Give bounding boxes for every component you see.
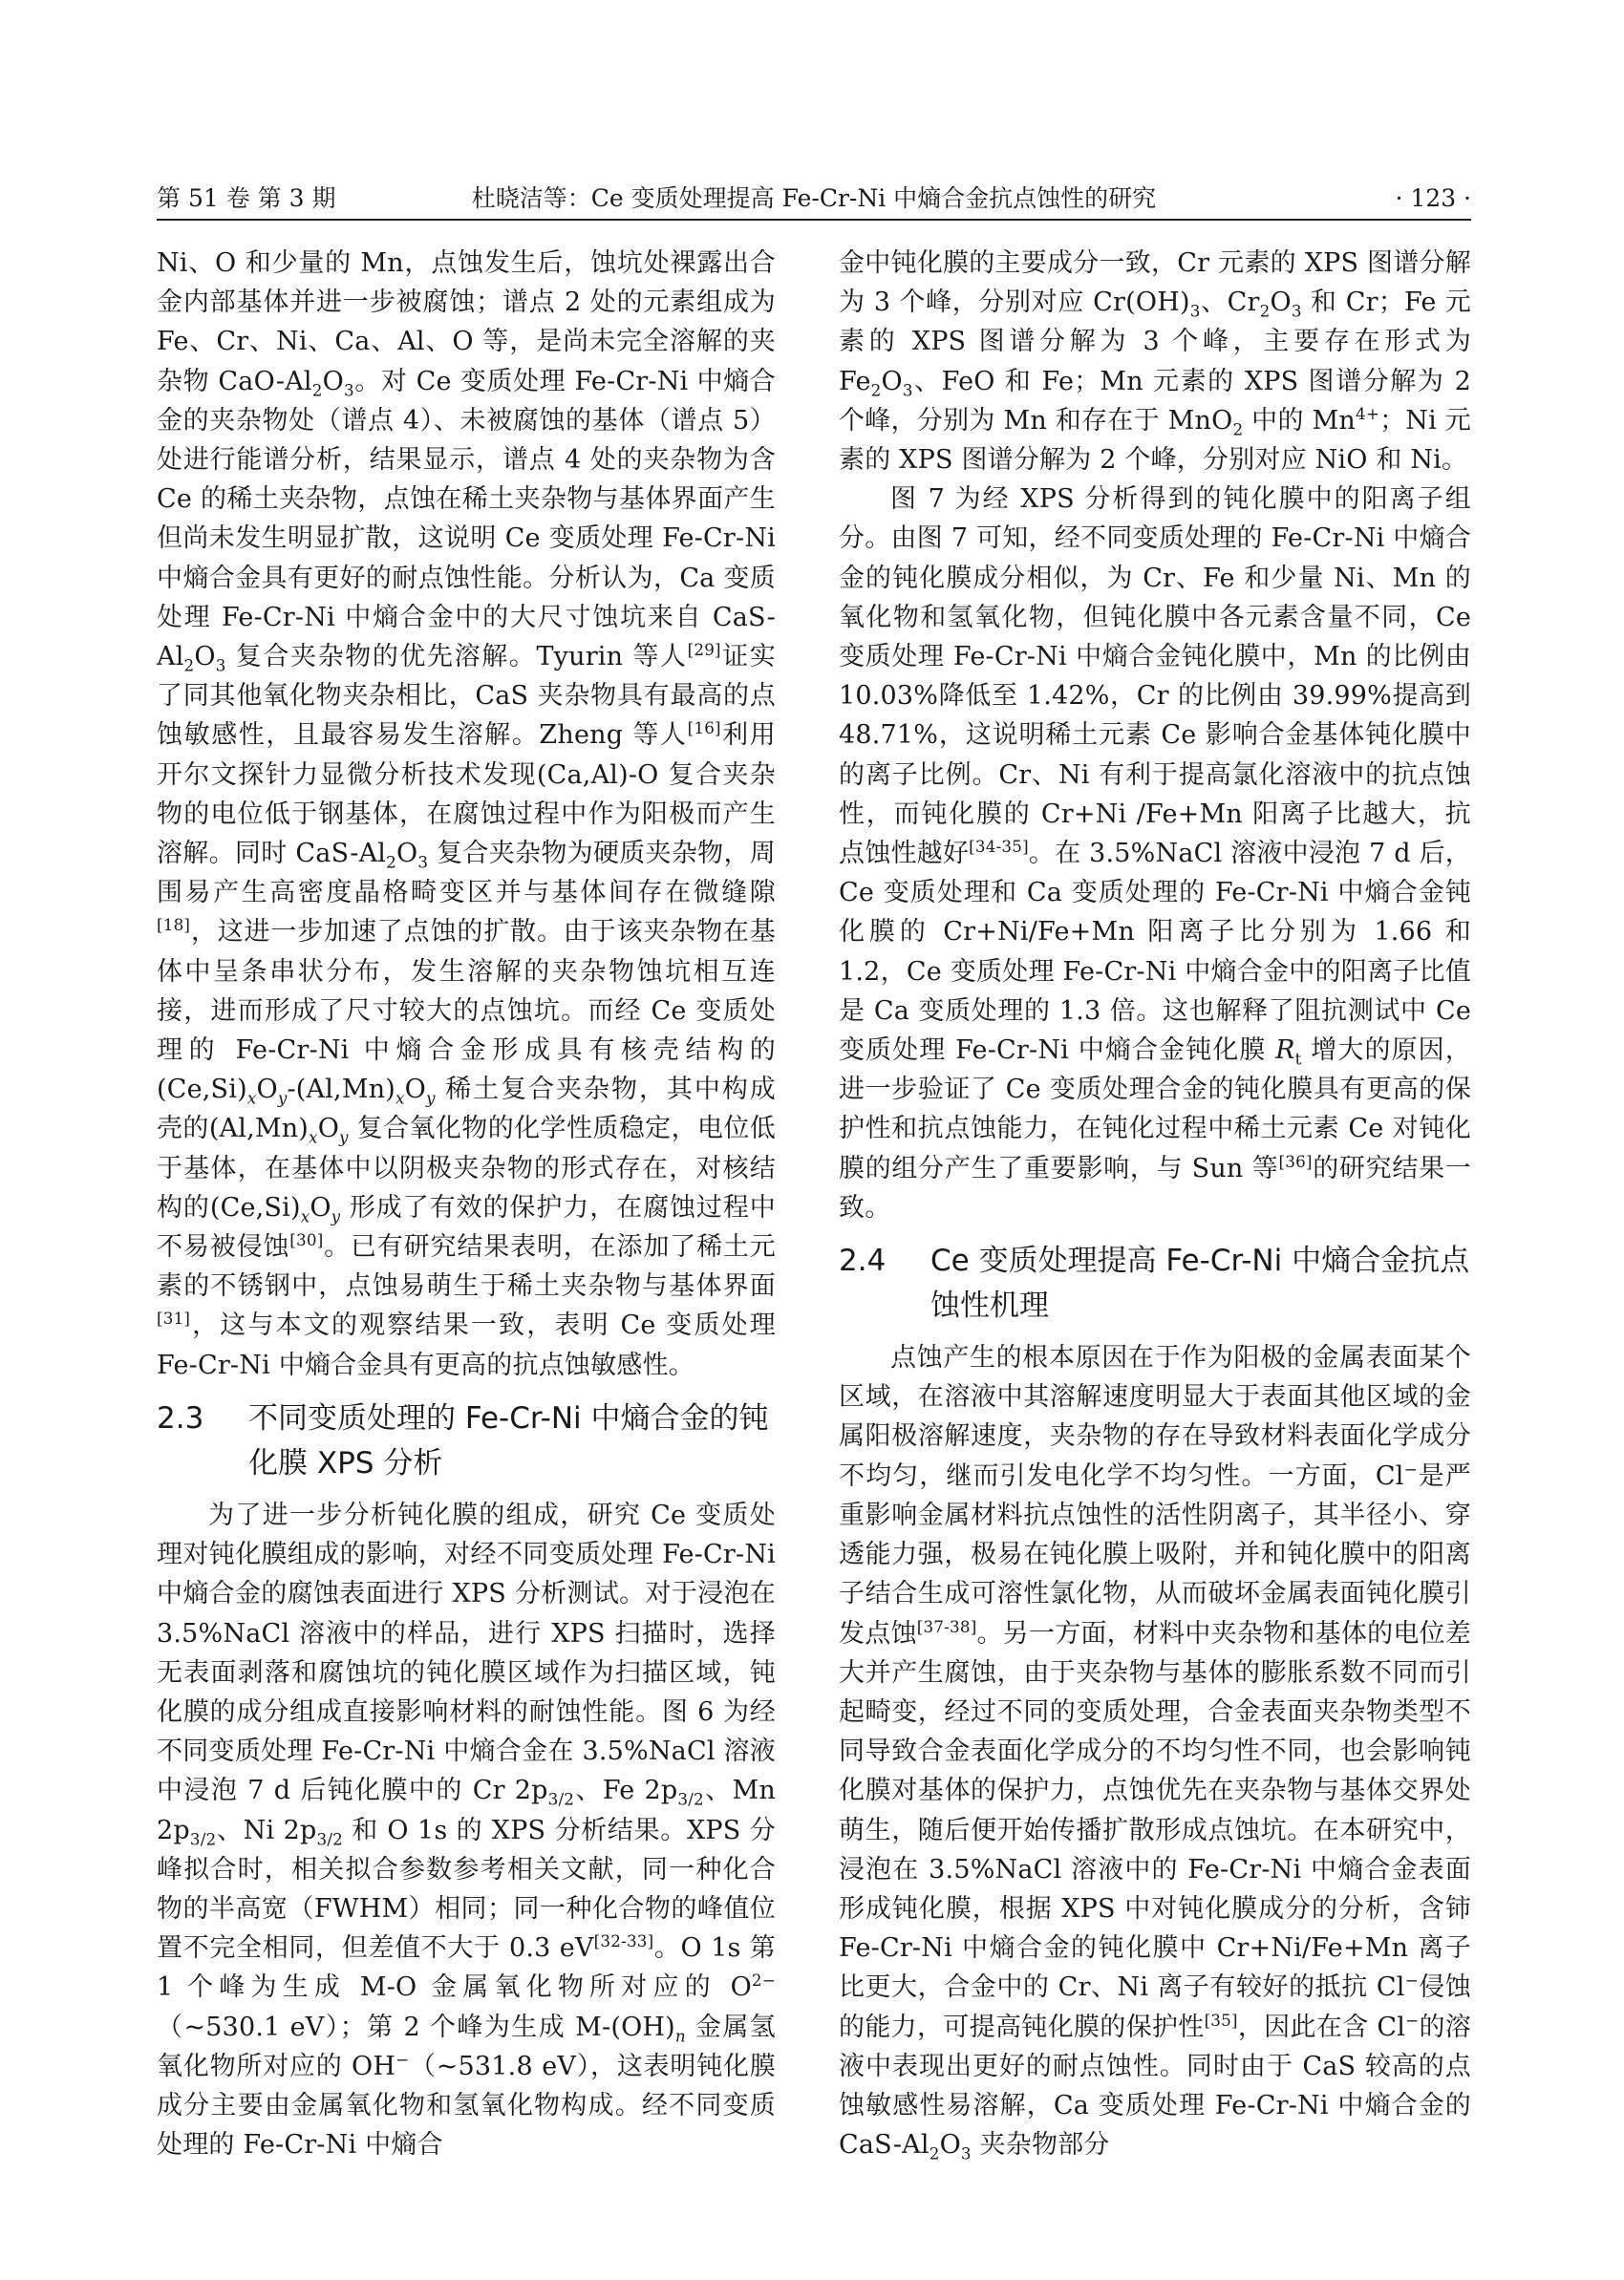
section-title: 不同变质处理的 Fe-Cr-Ni 中熵合金的钝化膜 XPS 分析 (248, 1400, 769, 1481)
body-paragraph: 图 7 为经 XPS 分析得到的钝化膜中的阳离子组分。由图 7 可知，经不同变质处理的 Fe-Cr-Ni 中熵合金的钝化膜成分相似，为 Cr、Fe 和少量 Ni、Mn 的氧化物和氢氧化物，但钝化膜中各元素含量不同，Ce 变质处理 Fe-Cr-Ni 中熵合金钝化膜中，Mn 的比例由 10.03%降低至 1.42%，Cr 的比例由 39.99%提高到 48.71%，这说明稀土元素 Ce 影响合金基体钝化膜中的离子比例。Cr、Ni 有利于提高氯化溶液中的抗点蚀性，而钝化膜的 Cr+Ni /Fe+Mn 阳离子比越大，抗点蚀性越好[34-35]。在 3.5%NaCl 溶液中浸泡 7 d 后，Ce 变质处理和 Ca 变质处理的 Fe-Cr-Ni 中熵合金钝化膜的 Cr+Ni/Fe+Mn 阳离子比分别为 1.66 和 1.2，Ce 变质处理 Fe-Cr-Ni 中熵合金中的阳离子比值是 Ca 变质处理的 1.3 倍。这也解释了阻抗测试中 Ce 变质处理 Fe-Cr-Ni 中熵合金钝化膜 $R_t$ 增大的原因，进一步验证了 Ce 变质处理合金的钝化膜具有更高的保护性和抗点蚀能力，在钝化过程中稀土元素 Ce 对钝化膜的组分产生了重要影响，与 Sun 等[36]的研究结果一致。 (839, 484, 1471, 1223)
running-header (157, 180, 1471, 220)
body-paragraph: 点蚀产生的根本原因在于作为阳极的金属表面某个区域，在溶液中其溶解速度明显大于表面其他区域的金属阳极溶解速度，夹杂物的存在导致材料表面化学成分不均匀，继而引发电化学不均匀性。一方面，Cl−是严重影响金属材料抗点蚀性的活性阴离子，其半径小、穿透能力强，极易在钝化膜上吸附，并和钝化膜中的阳离子结合生成可溶性氯化物，从而破坏金属表面钝化膜引发点蚀[37-38]。另一方面，材料中夹杂物和基体的电位差大并产生腐蚀，由于夹杂物与基体的膨胀系数不同而引起畸变，经过不同的变质处理，合金表面夹杂物类型不同导致合金表面化学成分的不均匀性不同，也会影响钝化膜对基体的保护力，点蚀优先在夹杂物与基体交界处萌生，随后便开始传播扩散形成点蚀坑。在本研究中，浸泡在 3.5%NaCl 溶液中的 Fe-Cr-Ni 中熵合金表面形成钝化膜，根据 XPS 中对钝化膜成分的分析，含铈 Fe-Cr-Ni 中熵合金的钝化膜中 Cr+Ni/Fe+Mn 离子比更大，合金中的 Cr、Ni 离子有较好的抵抗 Cl−侵蚀的能力，可提高钝化膜的保护性[35]，因此在含 Cl−的溶液中表现出更好的耐点蚀性。同时由于 CaS 较高的点蚀敏感性易溶解，Ca 变质处理 Fe-Cr-Ni 中熵合金的 CaS-$Al_2O_3$ 夹杂物部分 (839, 1343, 1471, 2163)
section-heading-2-3 (157, 1396, 776, 1486)
section-title: Ce 变质处理提高 Fe-Cr-Ni 中熵合金抗点蚀性机理 (930, 1244, 1470, 1324)
section-heading-2-4 (839, 1239, 1471, 1329)
section-number: 2.3 (157, 1400, 204, 1436)
right-column (839, 244, 1471, 2164)
header-rule (157, 219, 1471, 221)
left-column (157, 244, 776, 2164)
running-title: 杜晓洁等：Ce 变质处理提高 Fe-Cr-Ni 中熵合金抗点蚀性的研究 (471, 184, 1157, 212)
section-number: 2.4 (839, 1244, 887, 1279)
body-paragraph: 为了进一步分析钝化膜的组成，研究 Ce 变质处理对钝化膜组成的影响，对经不同变质处理 Fe-Cr-Ni 中熵合金的腐蚀表面进行 XPS 分析测试。对于浸泡在 3.5%NaCl 溶液中的样品，进行 XPS 扫描时，选择无表面剥落和腐蚀坑的钝化膜区域作为扫描区域，钝化膜的成分组成直接影响材料的耐蚀性能。图 6 为经不同变质处理 Fe-Cr-Ni 中熵合金在 3.5%NaCl 溶液中浸泡 7 d 后钝化膜中的 Cr $2p_{3/2}$、Fe $2p_{3/2}$、Mn $2p_{3/2}$、Ni $2p_{3/2}$ 和 O 1s 的 XPS 分析结果。XPS 分峰拟合时，相关拟合参数参考相关文献，同一种化合物的半高宽（FWHM）相同；同一种化合物的峰值位置不完全相同，但差值不大于 0.3 eV[32-33]。O 1s 第 1 个峰为生成 M-O 金属氧化物所对应的 $O^{2-}(\sim 530.1$ eV）；第 2 个峰为生成 $M-(OH)_n$ 金属氢氧化物所对应的 OH−（~531.8 eV），这表明钝化膜成分主要由金属氧化物和氢氧化物构成。经不同变质处理的 Fe-Cr-Ni 中熵合 (157, 1500, 777, 2161)
body-paragraph: 金中钝化膜的主要成分一致，Cr 元素的 XPS 图谱分解为 3 个峰，分别对应 $Cr(OH)_3$、$Cr_2O_3$ 和 Cr；Fe 元素的 XPS 图谱分解为 3 个峰，主要存在形式为 $Fe_2O_3$、FeO 和 Fe；Mn 元素的 XPS 图谱分解为 2 个峰，分别为 Mn 和存在于 MnO$_2$ 中的 $Mn^{4+}$；Ni 元素的 XPS 图谱分解为 2 个峰，分别对应 NiO 和 Ni。 (839, 248, 1472, 476)
volume-issue: 第 51 卷 第 3 期 (157, 184, 336, 212)
page-number: · 123 · (1395, 184, 1471, 212)
body-paragraph: Ni、O 和少量的 Mn，点蚀发生后，蚀坑处裸露出合金内部基体并进一步被腐蚀；谱点 2 处的元素组成为 Fe、Cr、Ni、Ca、Al、O 等，是尚未完全溶解的夹杂物 CaO-$Al_2O_3$。对 Ce 变质处理 Fe-Cr-Ni 中熵合金的夹杂物处（谱点 4）、未被腐蚀的基体（谱点 5）处进行能谱分析，结果显示，谱点 4 处的夹杂物为含 Ce 的稀土夹杂物，点蚀在稀土夹杂物与基体界面产生但尚未发生明显扩散，这说明 Ce 变质处理 Fe-Cr-Ni 中熵合金具有更好的耐点蚀性能。分析认为，Ca 变质处理 Fe-Cr-Ni 中熵合金中的大尺寸蚀坑来自 CaS-$Al_2O_3$ 复合夹杂物的优先溶解。Tyurin 等人[29]证实了同其他氧化物夹杂相比，CaS 夹杂物具有最高的点蚀敏感性，且最容易发生溶解。Zheng 等人[16]利用开尔文探针力显微分析技术发现(Ca,Al)-O 复合夹杂物的电位低于钢基体，在腐蚀过程中作为阳极而产生溶解。同时 CaS-$Al_2O_3$ 复合夹杂物为硬质夹杂物，周围易产生高密度晶格畸变区并与基体间存在微缝隙[18]，这进一步加速了点蚀的扩散。由于该夹杂物在基体中呈条串状分布，发生溶解的夹杂物蚀坑相互连接，进而形成了尺寸较大的点蚀坑。而经 Ce 变质处理的 Fe-Cr-Ni 中熵合金形成具有核壳结构的$(Ce,Si)_xO_y-(Al,Mn)_xO_y$ 稀土复合夹杂物，其中构成壳的$(Al,Mn)_xO_y$ 复合氧化物的化学性质稳定，电位低于基体，在基体中以阴极夹杂物的形式存在，对核结构的$(Ce,Si)_xO_y$ 形成了有效的保护力，在腐蚀过程中不易被侵蚀[30]。已有研究结果表明，在添加了稀土元素的不锈钢中，点蚀易萌生于稀土夹杂物与基体界面[31]，这与本文的观察结果一致，表明 Ce 变质处理 Fe-Cr-Ni 中熵合金具有更高的抗点蚀敏感性。 (157, 248, 777, 1380)
